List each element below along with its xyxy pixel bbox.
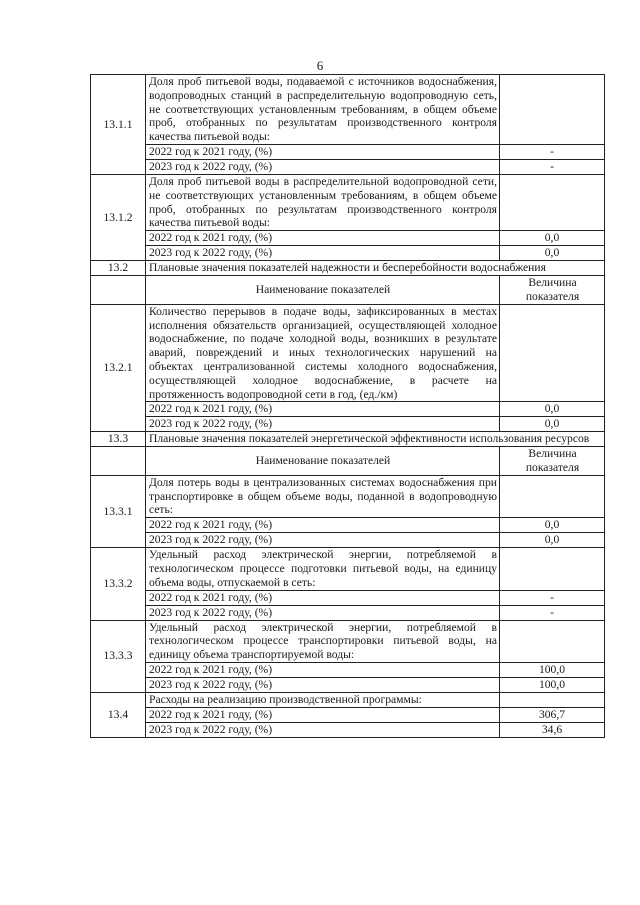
table-row (91, 620, 605, 662)
value-cell: - (500, 144, 605, 159)
header-row (91, 447, 605, 476)
period-label: 2023 год к 2022 году, (%) (146, 533, 500, 548)
value-cell (500, 174, 605, 230)
column-header-value: Величина показателя (500, 447, 605, 476)
value-cell (500, 620, 605, 662)
period-label: 2023 год к 2022 году, (%) (146, 246, 500, 261)
column-header-name: Наименование показателей (146, 447, 500, 476)
table-row (91, 518, 605, 533)
table-row (91, 707, 605, 722)
table-row (91, 402, 605, 417)
indicators-table (90, 74, 605, 738)
row-number: 13.3.1 (91, 475, 146, 547)
indicator-description: Удельный расход электрической энергии, потребляемой в технологическом процессе транспортировки питьевой воды, на единицу объема транспортируемой воды: (146, 620, 500, 662)
period-label: 2022 год к 2021 году, (%) (146, 231, 500, 246)
row-number: 13.3.3 (91, 620, 146, 692)
table-row (91, 231, 605, 246)
row-number: 13.3.2 (91, 548, 146, 620)
period-label: 2022 год к 2021 году, (%) (146, 518, 500, 533)
period-label: 2022 год к 2021 году, (%) (146, 707, 500, 722)
empty-cell (91, 276, 146, 305)
header-row (91, 276, 605, 305)
row-number: 13.2.1 (91, 304, 146, 432)
section-title: Расходы на реализацию производственной программы: (146, 692, 500, 707)
table-row (91, 246, 605, 261)
period-label: 2022 год к 2021 году, (%) (146, 144, 500, 159)
column-header-name: Наименование показателей (146, 276, 500, 305)
value-cell (500, 75, 605, 145)
value-cell: 0,0 (500, 402, 605, 417)
table-row (91, 722, 605, 737)
table-row (91, 590, 605, 605)
indicator-description: Доля проб питьевой воды в распределительной водопроводной сети, не соответствующих установленным требованиям, в общем объеме проб, отобранных по результатам производственного контроля качества питьевой воды: (146, 174, 500, 230)
indicator-description: Доля потерь воды в централизованных системах водоснабжения при транспортировке в общем объеме воды, поданной в водопроводную сеть: (146, 475, 500, 517)
value-cell (500, 475, 605, 517)
period-label: 2023 год к 2022 году, (%) (146, 605, 500, 620)
value-cell: 34,6 (500, 722, 605, 737)
value-cell: - (500, 159, 605, 174)
section-row (91, 261, 605, 276)
table-row (91, 304, 605, 402)
column-header-value: Величина показателя (500, 276, 605, 305)
value-cell (500, 692, 605, 707)
empty-cell (91, 447, 146, 476)
table-row (91, 662, 605, 677)
section-number: 13.4 (91, 692, 146, 737)
section-title: Плановые значения показателей надежности и бесперебойности водоснабжения (146, 261, 605, 276)
table-row (91, 677, 605, 692)
indicator-description: Удельный расход электрической энергии, потребляемой в технологическом процессе подготовки питьевой воды, на единицу объема воды, отпускаемой в сеть: (146, 548, 500, 590)
value-cell: 100,0 (500, 677, 605, 692)
indicator-description: Количество перерывов в подаче воды, зафиксированных в местах исполнения обязательств организацией, осуществляющей холодное водоснабжение, по подаче холодной воды, возникших в результате аварий, повреждений и иных технологических нарушений на объектах централизованной системы холодного водоснабжения, осуществляющей холодное водоснабжение, в расчете на протяженность водопроводной сети в год, (ед./км) (146, 304, 500, 402)
page-number: 6 (316, 58, 324, 73)
period-label: 2023 год к 2022 году, (%) (146, 159, 500, 174)
table-row (91, 605, 605, 620)
value-cell: 306,7 (500, 707, 605, 722)
value-cell (500, 548, 605, 590)
table-row (91, 144, 605, 159)
section-row (91, 692, 605, 707)
value-cell: 0,0 (500, 518, 605, 533)
table-row (91, 75, 605, 145)
section-row (91, 432, 605, 447)
table-row (91, 548, 605, 590)
value-cell: - (500, 605, 605, 620)
period-label: 2023 год к 2022 году, (%) (146, 722, 500, 737)
indicator-description: Доля проб питьевой воды, подаваемой с источников водоснабжения, водопроводных станций в распределительную водопроводную сеть, не соответствующих установленным требованиям, в общем объеме проб, отобранных по результатам производственного контроля качества питьевой воды: (146, 75, 500, 145)
value-cell: 100,0 (500, 662, 605, 677)
value-cell: 0,0 (500, 417, 605, 432)
table-row (91, 417, 605, 432)
value-cell: 0,0 (500, 246, 605, 261)
table-row (91, 475, 605, 517)
value-cell: 0,0 (500, 231, 605, 246)
section-number: 13.2 (91, 261, 146, 276)
period-label: 2023 год к 2022 году, (%) (146, 677, 500, 692)
value-cell: - (500, 590, 605, 605)
value-cell (500, 304, 605, 402)
table-row (91, 159, 605, 174)
value-cell: 0,0 (500, 533, 605, 548)
section-title: Плановые значения показателей энергетической эффективности использования ресурсов (146, 432, 605, 447)
period-label: 2022 год к 2021 году, (%) (146, 402, 500, 417)
period-label: 2022 год к 2021 году, (%) (146, 590, 500, 605)
section-number: 13.3 (91, 432, 146, 447)
row-number: 13.1.2 (91, 174, 146, 260)
table-row (91, 533, 605, 548)
table-row (91, 174, 605, 230)
period-label: 2023 год к 2022 году, (%) (146, 417, 500, 432)
row-number: 13.1.1 (91, 75, 146, 175)
period-label: 2022 год к 2021 году, (%) (146, 662, 500, 677)
